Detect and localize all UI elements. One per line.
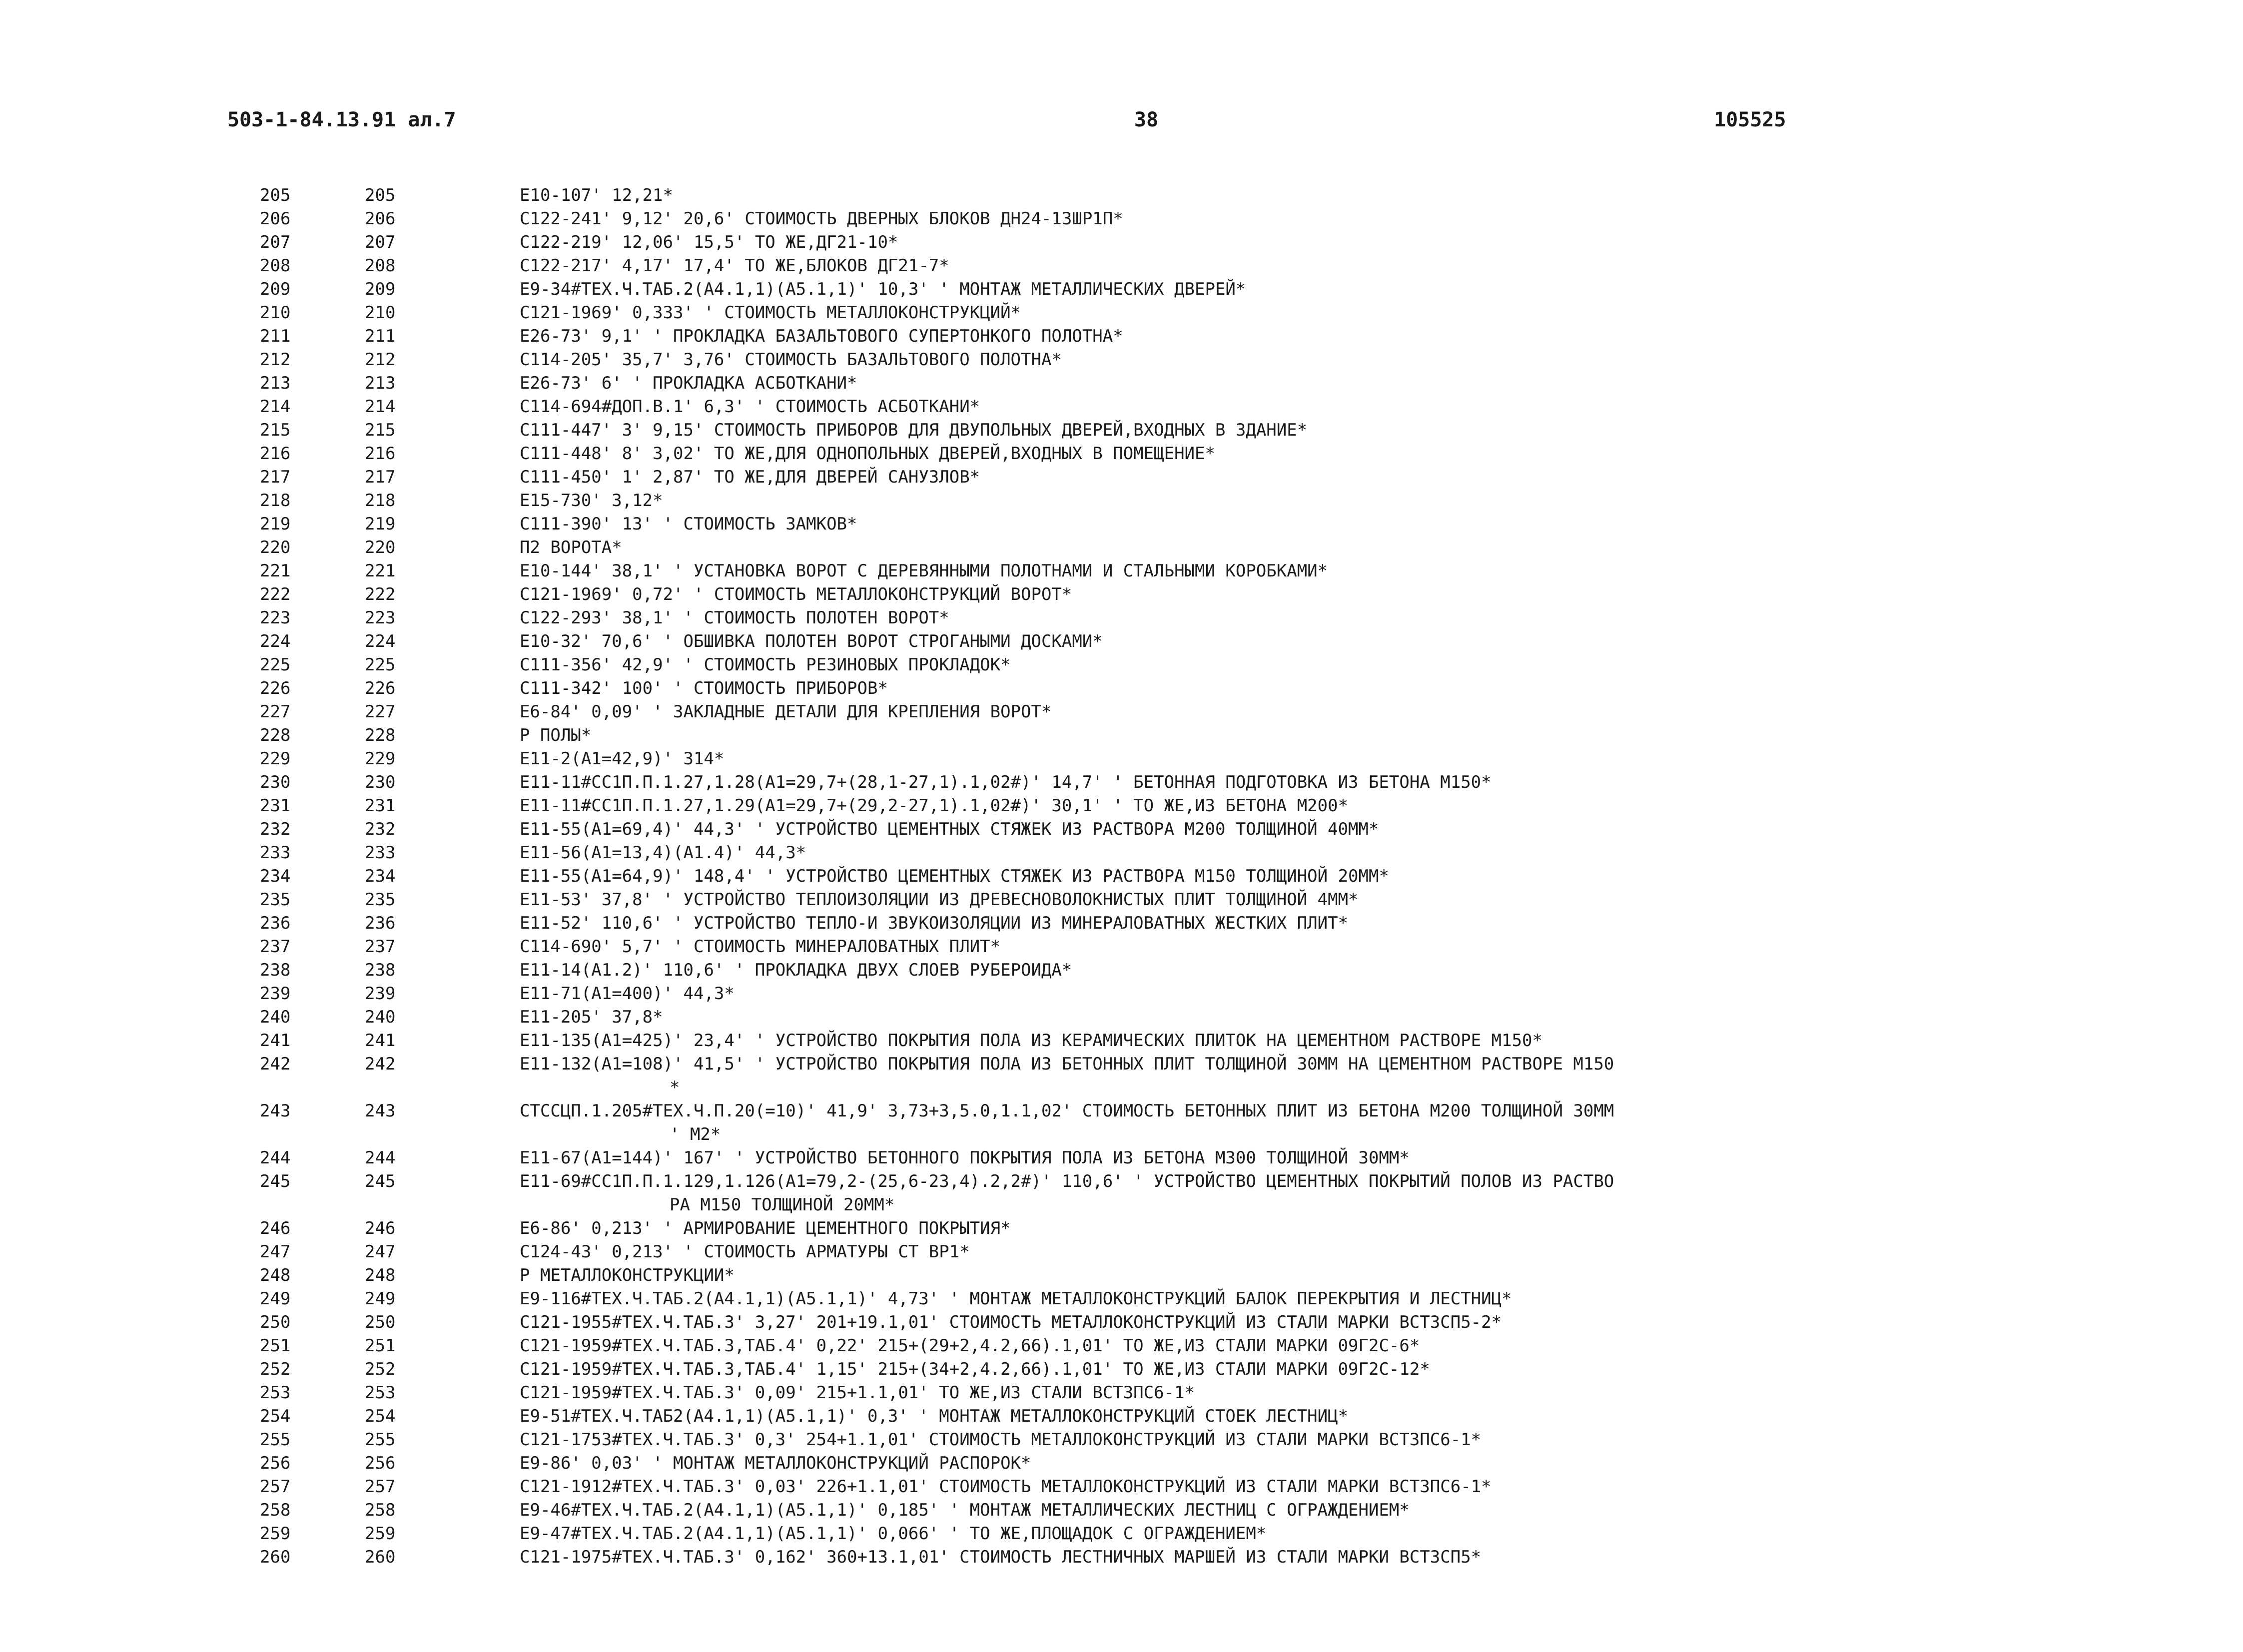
line-number: 256	[260, 1453, 291, 1473]
record-text: C121-1912#ТЕХ.Ч.ТАБ.3' 0,03' 226+1.1,01' СТОИМОСТЬ МЕТАЛЛОКОНСТРУКЦИЙ ИЗ СТАЛИ МАРКИ ВСТ3ПС6-1*	[520, 1477, 1492, 1497]
record-number: 240	[365, 1007, 396, 1027]
listing-row	[0, 677, 2243, 700]
line-number: 208	[260, 256, 291, 276]
document-number: 105525	[1714, 108, 1786, 131]
listing-row	[0, 301, 2243, 325]
record-text: Р МЕТАЛЛОКОНСТРУКЦИИ*	[520, 1265, 735, 1285]
record-text: C121-1955#ТЕХ.Ч.ТАБ.3' 3,27' 201+19.1,01' СТОИМОСТЬ МЕТАЛЛОКОНСТРУКЦИЙ ИЗ СТАЛИ МАРКИ ВСТ3СП5-2*	[520, 1312, 1502, 1332]
line-number: 229	[260, 749, 291, 769]
record-continuation: ' М2*	[670, 1124, 721, 1144]
record-text: Р ПОЛЫ*	[520, 725, 592, 745]
listing-row	[0, 888, 2243, 912]
record-number: 255	[365, 1430, 396, 1450]
record-number: 223	[365, 608, 396, 628]
listing-row	[0, 1264, 2243, 1287]
record-text: E9-86' 0,03' ' МОНТАЖ МЕТАЛЛОКОНСТРУКЦИЙ РАСПОРОК*	[520, 1453, 1031, 1473]
line-number: 225	[260, 655, 291, 675]
record-number: 206	[365, 209, 396, 229]
line-number: 253	[260, 1383, 291, 1403]
record-text: E11-55(А1=69,4)' 44,3' ' УСТРОЙСТВО ЦЕМЕНТНЫХ СТЯЖЕК ИЗ РАСТВОРА М200 ТОЛЩИНОЙ 40ММ*	[520, 819, 1379, 839]
record-text: E10-144' 38,1' ' УСТАНОВКА ВОРОТ С ДЕРЕВЯННЫМИ ПОЛОТНАМИ И СТАЛЬНЫМИ КОРОБКАМИ*	[520, 561, 1328, 581]
record-number: 227	[365, 702, 396, 722]
record-number: 245	[365, 1171, 396, 1191]
line-number: 236	[260, 913, 291, 933]
record-text: C111-447' 3' 9,15' СТОИМОСТЬ ПРИБОРОВ ДЛЯ ДВУПОЛЬНЫХ ДВЕРЕЙ,ВХОДНЫХ В ЗДАНИЕ*	[520, 420, 1308, 440]
listing-row	[0, 630, 2243, 653]
line-number: 254	[260, 1406, 291, 1426]
line-number: 222	[260, 584, 291, 604]
record-text: E11-132(А1=108)' 41,5' ' УСТРОЙСТВО ПОКРЫТИЯ ПОЛА ИЗ БЕТОННЫХ ПЛИТ ТОЛЩИНОЙ 30ММ НА ЦЕМЕНТНОМ РАСТВОРЕ М150	[520, 1054, 1614, 1074]
record-number: 205	[365, 185, 396, 205]
line-number: 217	[260, 467, 291, 487]
record-number: 226	[365, 678, 396, 698]
listing-row	[0, 442, 2243, 466]
listing-row	[0, 278, 2243, 301]
listing-row	[0, 348, 2243, 372]
record-number: 207	[365, 232, 396, 252]
listing-row	[0, 1053, 2243, 1100]
record-text: E10-107' 12,21*	[520, 185, 674, 205]
record-number: 259	[365, 1524, 396, 1544]
line-number: 242	[260, 1054, 291, 1074]
record-number: 238	[365, 960, 396, 980]
line-number: 245	[260, 1171, 291, 1191]
line-number: 233	[260, 843, 291, 863]
line-number: 246	[260, 1218, 291, 1238]
line-number: 215	[260, 420, 291, 440]
listing-row	[0, 207, 2243, 231]
listing-row	[0, 959, 2243, 982]
record-text: E11-11#СС1П.П.1.27,1.28(А1=29,7+(28,1-27,1).1,02#)' 14,7' ' БЕТОННАЯ ПОДГОТОВКА ИЗ БЕТОНА М150*	[520, 772, 1492, 792]
page-header	[0, 100, 2243, 140]
record-text: C121-1969' 0,333' ' СТОИМОСТЬ МЕТАЛЛОКОНСТРУКЦИЙ*	[520, 303, 1021, 323]
record-number: 252	[365, 1359, 396, 1379]
record-text: E9-47#ТЕХ.Ч.ТАБ.2(А4.1,1)(А5.1,1)' 0,066' ' ТО ЖЕ,ПЛОЩАДОК С ОГРАЖДЕНИЕМ*	[520, 1524, 1267, 1544]
record-number: 253	[365, 1383, 396, 1403]
record-text: E11-56(А1=13,4)(А1.4)' 44,3*	[520, 843, 806, 863]
record-text: E11-14(А1.2)' 110,6' ' ПРОКЛАДКА ДВУХ СЛОЕВ РУБЕРОИДА*	[520, 960, 1072, 980]
listing-row	[0, 231, 2243, 254]
record-text: E26-73' 9,1' ' ПРОКЛАДКА БАЗАЛЬТОВОГО СУПЕРТОНКОГО ПОЛОТНА*	[520, 326, 1123, 346]
line-number: 249	[260, 1289, 291, 1309]
record-text: C121-1975#ТЕХ.Ч.ТАБ.3' 0,162' 360+13.1,01' СТОИМОСТЬ ЛЕСТНИЧНЫХ МАРШЕЙ ИЗ СТАЛИ МАРКИ ВСТ3СП5*	[520, 1547, 1482, 1567]
line-number: 240	[260, 1007, 291, 1027]
listing-row	[0, 1381, 2243, 1405]
record-text: E9-116#ТЕХ.Ч.ТАБ.2(А4.1,1)(А5.1,1)' 4,73' ' МОНТАЖ МЕТАЛЛОКОНСТРУКЦИЙ БАЛОК ПЕРЕКРЫТИЯ И ЛЕСТНИЦ*	[520, 1289, 1512, 1309]
record-number: 214	[365, 397, 396, 417]
line-number: 239	[260, 984, 291, 1004]
record-number: 242	[365, 1054, 396, 1074]
line-number: 237	[260, 937, 291, 957]
line-number: 251	[260, 1336, 291, 1356]
record-text: C114-694#ДОП.В.1' 6,3' ' СТОИМОСТЬ АСБОТКАНИ*	[520, 397, 980, 417]
listing-row	[0, 489, 2243, 513]
listing-row	[0, 1499, 2243, 1522]
record-text: E11-2(А1=42,9)' 314*	[520, 749, 725, 769]
listing-row	[0, 254, 2243, 278]
record-text: C111-390' 13' ' СТОИМОСТЬ ЗАМКОВ*	[520, 514, 857, 534]
line-number: 232	[260, 819, 291, 839]
record-number: 254	[365, 1406, 396, 1426]
line-number: 226	[260, 678, 291, 698]
record-number: 241	[365, 1031, 396, 1051]
record-text: C122-293' 38,1' ' СТОИМОСТЬ ПОЛОТЕН ВОРОТ*	[520, 608, 949, 628]
record-text: C122-241' 9,12' 20,6' СТОИМОСТЬ ДВЕРНЫХ БЛОКОВ ДН24-13ШР1П*	[520, 209, 1123, 229]
line-number: 218	[260, 491, 291, 511]
listing-row	[0, 1100, 2243, 1146]
listing-row	[0, 466, 2243, 489]
record-text: E9-51#ТЕХ.Ч.ТАБ2(А4.1,1)(А5.1,1)' 0,3' ' МОНТАЖ МЕТАЛЛОКОНСТРУКЦИЙ СТОЕК ЛЕСТНИЦ*	[520, 1406, 1349, 1426]
listing-row	[0, 395, 2243, 419]
record-continuation: РА М150 ТОЛЩИНОЙ 20ММ*	[670, 1195, 895, 1215]
listing-row	[0, 1006, 2243, 1029]
line-number: 221	[260, 561, 291, 581]
line-number: 209	[260, 279, 291, 299]
line-number: 238	[260, 960, 291, 980]
line-number: 248	[260, 1265, 291, 1285]
line-number: 231	[260, 796, 291, 816]
record-text: П2 ВОРОТА*	[520, 538, 622, 557]
record-text: E6-84' 0,09' ' ЗАКЛАДНЫЕ ДЕТАЛИ ДЛЯ КРЕПЛЕНИЯ ВОРОТ*	[520, 702, 1052, 722]
record-text: E15-730' 3,12*	[520, 491, 663, 511]
listing-row	[0, 559, 2243, 583]
record-number: 257	[365, 1477, 396, 1497]
listing-row	[0, 1170, 2243, 1217]
listing-row	[0, 747, 2243, 771]
line-number: 210	[260, 303, 291, 323]
listing-row	[0, 653, 2243, 677]
listing-row	[0, 419, 2243, 442]
listing-row	[0, 1405, 2243, 1428]
record-text: C111-448' 8' 3,02' ТО ЖЕ,ДЛЯ ОДНОПОЛЬНЫХ ДВЕРЕЙ,ВХОДНЫХ В ПОМЕЩЕНИЕ*	[520, 444, 1215, 464]
record-number: 221	[365, 561, 396, 581]
record-text: E10-32' 70,6' ' ОБШИВКА ПОЛОТЕН ВОРОТ СТРОГАНЫМИ ДОСКАМИ*	[520, 631, 1103, 651]
record-number: 234	[365, 866, 396, 886]
record-text: E9-34#ТЕХ.Ч.ТАБ.2(А4.1,1)(А5.1,1)' 10,3' ' МОНТАЖ МЕТАЛЛИЧЕСКИХ ДВЕРЕЙ*	[520, 279, 1246, 299]
listing-row	[0, 794, 2243, 818]
record-number: 249	[365, 1289, 396, 1309]
record-text: E11-55(А1=64,9)' 148,4' ' УСТРОЙСТВО ЦЕМЕНТНЫХ СТЯЖЕК ИЗ РАСТВОРА М150 ТОЛЩИНОЙ 20ММ*	[520, 866, 1389, 886]
line-number: 213	[260, 373, 291, 393]
listing-row	[0, 1475, 2243, 1499]
document-code: 503-1-84.13.91 ал.7	[227, 108, 456, 131]
record-number: 243	[365, 1101, 396, 1121]
record-number: 228	[365, 725, 396, 745]
listing-row	[0, 1546, 2243, 1569]
line-number: 241	[260, 1031, 291, 1051]
record-number: 233	[365, 843, 396, 863]
record-number: 218	[365, 491, 396, 511]
line-number: 214	[260, 397, 291, 417]
record-text: C111-356' 42,9' ' СТОИМОСТЬ РЕЗИНОВЫХ ПРОКЛАДОК*	[520, 655, 1011, 675]
record-number: 217	[365, 467, 396, 487]
record-text: C111-450' 1' 2,87' ТО ЖЕ,ДЛЯ ДВЕРЕЙ САНУЗЛОВ*	[520, 467, 980, 487]
listing-row	[0, 606, 2243, 630]
line-number: 243	[260, 1101, 291, 1121]
record-number: 229	[365, 749, 396, 769]
line-number: 219	[260, 514, 291, 534]
listing-row	[0, 1146, 2243, 1170]
line-number: 206	[260, 209, 291, 229]
listing-row	[0, 700, 2243, 724]
record-number: 219	[365, 514, 396, 534]
listing-row	[0, 372, 2243, 395]
record-number: 246	[365, 1218, 396, 1238]
record-number: 250	[365, 1312, 396, 1332]
record-text: E11-71(А1=400)' 44,3*	[520, 984, 735, 1004]
line-number: 257	[260, 1477, 291, 1497]
record-number: 211	[365, 326, 396, 346]
line-number: 234	[260, 866, 291, 886]
record-number: 235	[365, 890, 396, 910]
record-number: 209	[365, 279, 396, 299]
listing-row	[0, 771, 2243, 794]
listing-row	[0, 325, 2243, 348]
record-number: 220	[365, 538, 396, 557]
record-text: E11-205' 37,8*	[520, 1007, 663, 1027]
record-number: 224	[365, 631, 396, 651]
record-number: 208	[365, 256, 396, 276]
record-number: 256	[365, 1453, 396, 1473]
estimate-listing	[0, 184, 2243, 1569]
record-text: C121-1959#ТЕХ.Ч.ТАБ.3,ТАБ.4' 1,15' 215+(34+2,4.2,66).1,01' ТО ЖЕ,ИЗ СТАЛИ МАРКИ 09Г2С-12*	[520, 1359, 1430, 1379]
listing-row	[0, 935, 2243, 959]
record-number: 236	[365, 913, 396, 933]
listing-row	[0, 184, 2243, 207]
record-text: C121-1959#ТЕХ.Ч.ТАБ.3,ТАБ.4' 0,22' 215+(29+2,4.2,66).1,01' ТО ЖЕ,ИЗ СТАЛИ МАРКИ 09Г2С-6*	[520, 1336, 1420, 1356]
listing-row	[0, 982, 2243, 1006]
record-number: 222	[365, 584, 396, 604]
listing-row	[0, 841, 2243, 865]
line-number: 258	[260, 1500, 291, 1520]
record-text: E11-67(А1=144)' 167' ' УСТРОЙСТВО БЕТОННОГО ПОКРЫТИЯ ПОЛА ИЗ БЕТОНА М300 ТОЛЩИНОЙ 30ММ*	[520, 1148, 1410, 1168]
listing-row	[0, 1217, 2243, 1240]
listing-row	[0, 1428, 2243, 1452]
line-number: 259	[260, 1524, 291, 1544]
record-continuation: *	[670, 1078, 680, 1098]
record-text: E11-69#СС1П.П.1.129,1.126(А1=79,2-(25,6-23,4).2,2#)' 110,6' ' УСТРОЙСТВО ЦЕМЕНТНЫХ ПОКРЫТИЙ ПОЛОВ ИЗ РАСТВО	[520, 1171, 1614, 1191]
line-number: 250	[260, 1312, 291, 1332]
record-text: E9-46#ТЕХ.Ч.ТАБ.2(А4.1,1)(А5.1,1)' 0,185' ' МОНТАЖ МЕТАЛЛИЧЕСКИХ ЛЕСТНИЦ С ОГРАЖДЕНИЕМ*	[520, 1500, 1410, 1520]
listing-row	[0, 1358, 2243, 1381]
listing-row	[0, 1334, 2243, 1358]
record-text: C114-205' 35,7' 3,76' СТОИМОСТЬ БАЗАЛЬТОВОГО ПОЛОТНА*	[520, 350, 1062, 370]
record-text: E26-73' 6' ' ПРОКЛАДКА АСБОТКАНИ*	[520, 373, 857, 393]
line-number: 211	[260, 326, 291, 346]
record-text: E11-11#СС1П.П.1.27,1.29(А1=29,7+(29,2-27,1).1,02#)' 30,1' ' ТО ЖЕ,ИЗ БЕТОНА М200*	[520, 796, 1349, 816]
record-number: 244	[365, 1148, 396, 1168]
line-number: 227	[260, 702, 291, 722]
record-number: 210	[365, 303, 396, 323]
listing-row	[0, 1029, 2243, 1053]
listing-row	[0, 583, 2243, 606]
record-number: 216	[365, 444, 396, 464]
record-text: C122-217' 4,17' 17,4' ТО ЖЕ,БЛОКОВ ДГ21-7*	[520, 256, 949, 276]
record-text: СТССЦП.1.205#ТЕХ.Ч.П.20(=10)' 41,9' 3,73+3,5.0,1.1,02' СТОИМОСТЬ БЕТОННЫХ ПЛИТ ИЗ БЕТОНА М200 ТОЛЩИНОЙ 30ММ	[520, 1101, 1614, 1121]
listing-row	[0, 1452, 2243, 1475]
line-number: 220	[260, 538, 291, 557]
line-number: 252	[260, 1359, 291, 1379]
listing-row	[0, 818, 2243, 841]
page-number: 38	[1134, 108, 1159, 131]
line-number: 255	[260, 1430, 291, 1450]
record-text: C124-43' 0,213' ' СТОИМОСТЬ АРМАТУРЫ СТ ВР1*	[520, 1242, 970, 1262]
record-number: 248	[365, 1265, 396, 1285]
record-text: E11-53' 37,8' ' УСТРОЙСТВО ТЕПЛОИЗОЛЯЦИИ ИЗ ДРЕВЕСНОВОЛОКНИСТЫХ ПЛИТ ТОЛЩИНОЙ 4ММ*	[520, 890, 1359, 910]
listing-row	[0, 536, 2243, 559]
listing-row	[0, 912, 2243, 935]
line-number: 244	[260, 1148, 291, 1168]
line-number: 228	[260, 725, 291, 745]
record-text: E11-52' 110,6' ' УСТРОЙСТВО ТЕПЛО-И ЗВУКОИЗОЛЯЦИИ ИЗ МИНЕРАЛОВАТНЫХ ЖЕСТКИХ ПЛИТ*	[520, 913, 1349, 933]
line-number: 207	[260, 232, 291, 252]
record-number: 239	[365, 984, 396, 1004]
listing-row	[0, 1287, 2243, 1311]
line-number: 235	[260, 890, 291, 910]
line-number: 247	[260, 1242, 291, 1262]
record-text: C121-1753#ТЕХ.Ч.ТАБ.3' 0,3' 254+1.1,01' СТОИМОСТЬ МЕТАЛЛОКОНСТРУКЦИЙ ИЗ СТАЛИ МАРКИ ВСТ3ПС6-1*	[520, 1430, 1482, 1450]
listing-row	[0, 724, 2243, 747]
record-number: 231	[365, 796, 396, 816]
record-text: C114-690' 5,7' ' СТОИМОСТЬ МИНЕРАЛОВАТНЫХ ПЛИТ*	[520, 937, 1001, 957]
line-number: 223	[260, 608, 291, 628]
line-number: 224	[260, 631, 291, 651]
record-text: C122-219' 12,06' 15,5' ТО ЖЕ,ДГ21-10*	[520, 232, 898, 252]
record-number: 212	[365, 350, 396, 370]
listing-row	[0, 513, 2243, 536]
record-number: 237	[365, 937, 396, 957]
record-number: 258	[365, 1500, 396, 1520]
record-text: E11-135(А1=425)' 23,4' ' УСТРОЙСТВО ПОКРЫТИЯ ПОЛА ИЗ КЕРАМИЧЕСКИХ ПЛИТОК НА ЦЕМЕНТНОМ РАСТВОРЕ М150*	[520, 1031, 1542, 1051]
record-text: C121-1969' 0,72' ' СТОИМОСТЬ МЕТАЛЛОКОНСТРУКЦИЙ ВОРОТ*	[520, 584, 1072, 604]
record-number: 232	[365, 819, 396, 839]
record-number: 225	[365, 655, 396, 675]
line-number: 205	[260, 185, 291, 205]
record-number: 215	[365, 420, 396, 440]
record-number: 247	[365, 1242, 396, 1262]
line-number: 230	[260, 772, 291, 792]
record-text: E6-86' 0,213' ' АРМИРОВАНИЕ ЦЕМЕНТНОГО ПОКРЫТИЯ*	[520, 1218, 1011, 1238]
listing-row	[0, 1311, 2243, 1334]
listing-row	[0, 865, 2243, 888]
record-number: 230	[365, 772, 396, 792]
record-text: C111-342' 100' ' СТОИМОСТЬ ПРИБОРОВ*	[520, 678, 888, 698]
line-number: 260	[260, 1547, 291, 1567]
line-number: 212	[260, 350, 291, 370]
record-number: 251	[365, 1336, 396, 1356]
listing-row	[0, 1240, 2243, 1264]
line-number: 216	[260, 444, 291, 464]
record-text: C121-1959#ТЕХ.Ч.ТАБ.3' 0,09' 215+1.1,01' ТО ЖЕ,ИЗ СТАЛИ ВСТ3ПС6-1*	[520, 1383, 1195, 1403]
record-number: 260	[365, 1547, 396, 1567]
record-number: 213	[365, 373, 396, 393]
listing-row	[0, 1522, 2243, 1546]
